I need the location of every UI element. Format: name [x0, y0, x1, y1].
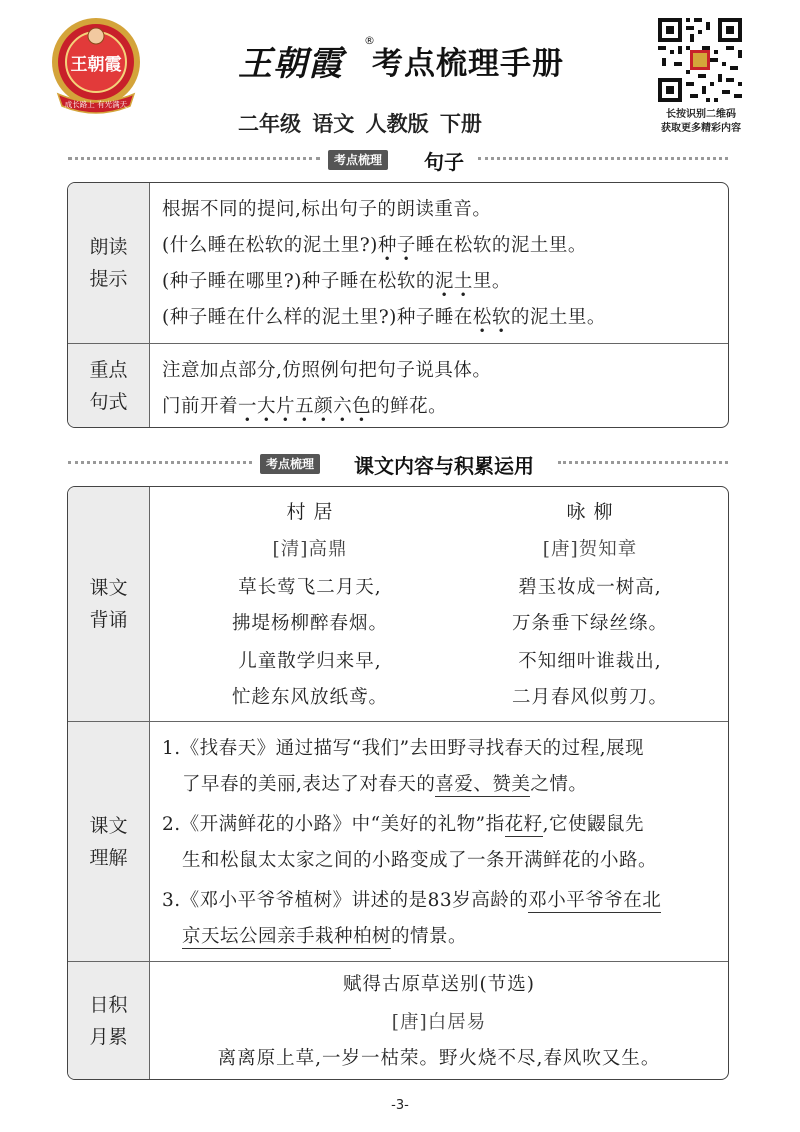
poems	[150, 487, 728, 721]
emphasis-mark	[238, 396, 371, 417]
emphasis-char: 六	[333, 396, 353, 417]
poem-line: 拂堤杨柳醉春烟。	[231, 613, 388, 634]
poem-line: 碧玉妆成一树高,	[518, 577, 662, 598]
text-line: 1.《找春天》通过描写“我们”去田野寻找春天的过程,展现	[162, 738, 644, 759]
emphasis-char: 种	[377, 235, 397, 256]
logo-text: 王朝霞	[70, 55, 122, 75]
accumulate-row	[68, 961, 728, 1079]
answer-underline: 京天坛公园亲手栽种柏树	[182, 926, 392, 947]
text-line: 2.《开满鲜花的小路》中“美好的礼物”指花籽,它使鼹鼠先	[162, 814, 644, 835]
answer-underline: 邓小平爷爷在北	[528, 890, 662, 911]
emphasis-char: 软	[491, 307, 511, 328]
example-line: (种子睡在哪里?)种子睡在松软的泥土里。	[162, 271, 511, 292]
example-line: (什么睡在松软的泥土里?)种子睡在松软的泥土里。	[162, 235, 587, 256]
key-pattern-row	[68, 343, 728, 427]
content-table	[67, 486, 729, 1080]
section-tag: 考点梳理	[260, 454, 320, 474]
recite-row	[68, 487, 728, 721]
brand-name: 王朝霞	[238, 44, 343, 84]
text-line: 生和松鼠太太家之间的小路变成了一条开满鲜花的小路。	[182, 850, 658, 871]
text-line: 了早春的美丽,表达了对春天的喜爱、赞美之情。	[182, 774, 588, 795]
section-title: 句子	[424, 150, 464, 174]
row-label: 课文 理解	[68, 722, 150, 961]
poem-author: [唐]贺知章	[542, 539, 638, 560]
accumulate-content	[150, 962, 728, 1079]
example-sentence: 门前开着一大片五颜六色的鲜花。	[162, 396, 448, 417]
text-line: 京天坛公园亲手栽种柏树的情景。	[182, 926, 468, 947]
row-label: 课文 背诵	[68, 487, 150, 721]
qr-caption: 长按识别二维码 获取更多精彩内容	[661, 109, 741, 134]
poem-line: 二月春风似剪刀。	[511, 687, 668, 708]
row-label: 重点 句式	[68, 344, 150, 427]
emphasis-mark	[473, 307, 511, 328]
section-header-content	[68, 454, 728, 478]
logo-slogan: 成长路上 有光满天	[64, 100, 128, 109]
answer-underline: 花籽	[504, 814, 543, 835]
grade-subtitle: 二年级 语文 人教版 下册	[238, 112, 482, 136]
section-header-sentences	[68, 150, 728, 174]
emphasis-char: 土	[453, 271, 473, 292]
qr-code-icon[interactable]	[656, 16, 744, 104]
poem-title: 村 居	[286, 501, 334, 523]
text-line: 3.《邓小平爷爷植树》讲述的是83岁高龄的邓小平爷爷在北	[162, 890, 662, 911]
section-tag: 考点梳理	[328, 150, 388, 170]
emphasis-char: 一	[238, 396, 258, 417]
understanding-row	[68, 721, 728, 961]
instruction-line: 根据不同的提问,标出句子的朗读重音。	[162, 199, 492, 220]
reading-tips-content	[150, 183, 728, 343]
understanding-content	[150, 722, 728, 961]
emphasis-char: 子	[396, 235, 416, 256]
handbook-title: 考点梳理手册	[372, 46, 564, 82]
poem-author: [清]高鼎	[272, 539, 348, 560]
key-pattern-content	[150, 344, 728, 427]
poem-line: 不知细叶谁裁出,	[518, 651, 662, 672]
instruction-line: 注意加点部分,仿照例句把句子说具体。	[162, 360, 492, 381]
row-label: 日积 月累	[68, 962, 150, 1079]
emphasis-mark	[378, 235, 416, 256]
header-title	[230, 34, 570, 84]
emphasis-mark	[435, 271, 473, 292]
emphasis-char: 五	[295, 396, 315, 417]
poem-author: [唐]白居易	[391, 1012, 487, 1033]
poem-title: 咏 柳	[566, 501, 614, 523]
poem-line: 儿童散学归来早,	[238, 651, 382, 672]
answer-underline: 喜爱、赞美	[435, 774, 531, 795]
poem-title: 赋得古原草送别(节选)	[343, 974, 535, 995]
example-line: (种子睡在什么样的泥土里?)种子睡在松软的泥土里。	[162, 307, 606, 328]
reading-tips-row	[68, 183, 728, 343]
emphasis-char: 大	[257, 396, 277, 417]
poem-line: 忙趁东风放纸鸢。	[231, 687, 388, 708]
emphasis-char: 泥	[434, 271, 454, 292]
brand-logo-badge	[48, 14, 144, 122]
row-label: 朗读 提示	[68, 183, 150, 343]
poem-line: 万条垂下绿丝绦。	[511, 613, 668, 634]
emphasis-char: 色	[352, 396, 372, 417]
registered-mark: ®	[364, 34, 375, 47]
emphasis-char: 松	[472, 307, 492, 328]
section-title: 课文内容与积累运用	[354, 454, 534, 478]
page-number: -3-	[391, 1098, 409, 1113]
emphasis-char: 片	[276, 396, 296, 417]
poem-line: 草长莺飞二月天,	[238, 577, 382, 598]
poem-line: 离离原上草,一岁一枯荣。野火烧不尽,春风吹又生。	[217, 1048, 661, 1069]
emphasis-char: 颜	[314, 396, 334, 417]
sentences-table	[67, 182, 729, 428]
